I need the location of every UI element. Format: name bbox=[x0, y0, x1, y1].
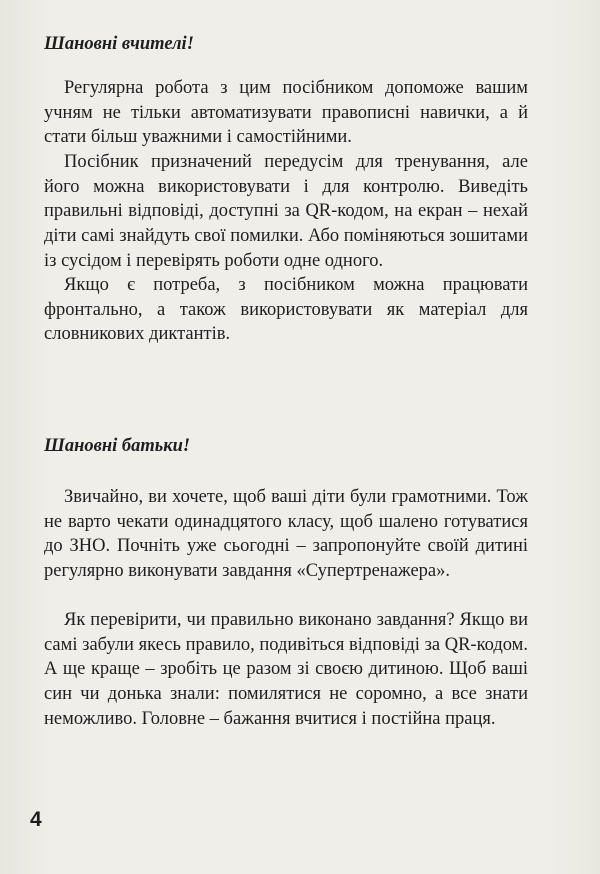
parents-heading: Шановні батьки! bbox=[44, 436, 191, 456]
parents-paragraph-2: Як перевірити, чи правильно виконано завдання? Якщо ви самі забули якесь правило, подивіться відповіді за QR-кодом. А ще краще – зробіть це разом зі своєю дитиною. Щоб ваші син чи донька знали: помилятися не соромно, а все знати неможливо. Головне – бажання вчитися і постійна праця. bbox=[44, 610, 528, 729]
page-number: 4 bbox=[30, 808, 42, 831]
teachers-heading: Шановні вчителі! bbox=[44, 34, 194, 54]
teachers-paragraph-3: Якщо є потреба, з посібником можна працювати фронтально, а також використовувати як матеріал для словникових диктантів. bbox=[44, 275, 528, 345]
teachers-paragraph-1: Регулярна робота з цим посібником допоможе вашим учням не тільки автоматизувати правописні навички, а й стати більш уважними і самостійними. bbox=[44, 78, 528, 148]
teachers-paragraph-2: Посібник призначений передусім для тренування, але його можна використовувати і для контролю. Виведіть правильні відповіді, доступні за QR-кодом, на екран – нехай діти самі знайдуть свої помилки. Або поміняються зошитами із сусідом і перевірять роботи одне одного. bbox=[44, 152, 528, 271]
parents-paragraph-1: Звичайно, ви хочете, щоб ваші діти були грамотними. Тож не варто чекати одинадцятого класу, щоб шалено готуватися до ЗНО. Почніть уже сьогодні – запропонуйте своїй дитині регулярно виконувати завдання «Супертренажера». bbox=[44, 487, 528, 582]
